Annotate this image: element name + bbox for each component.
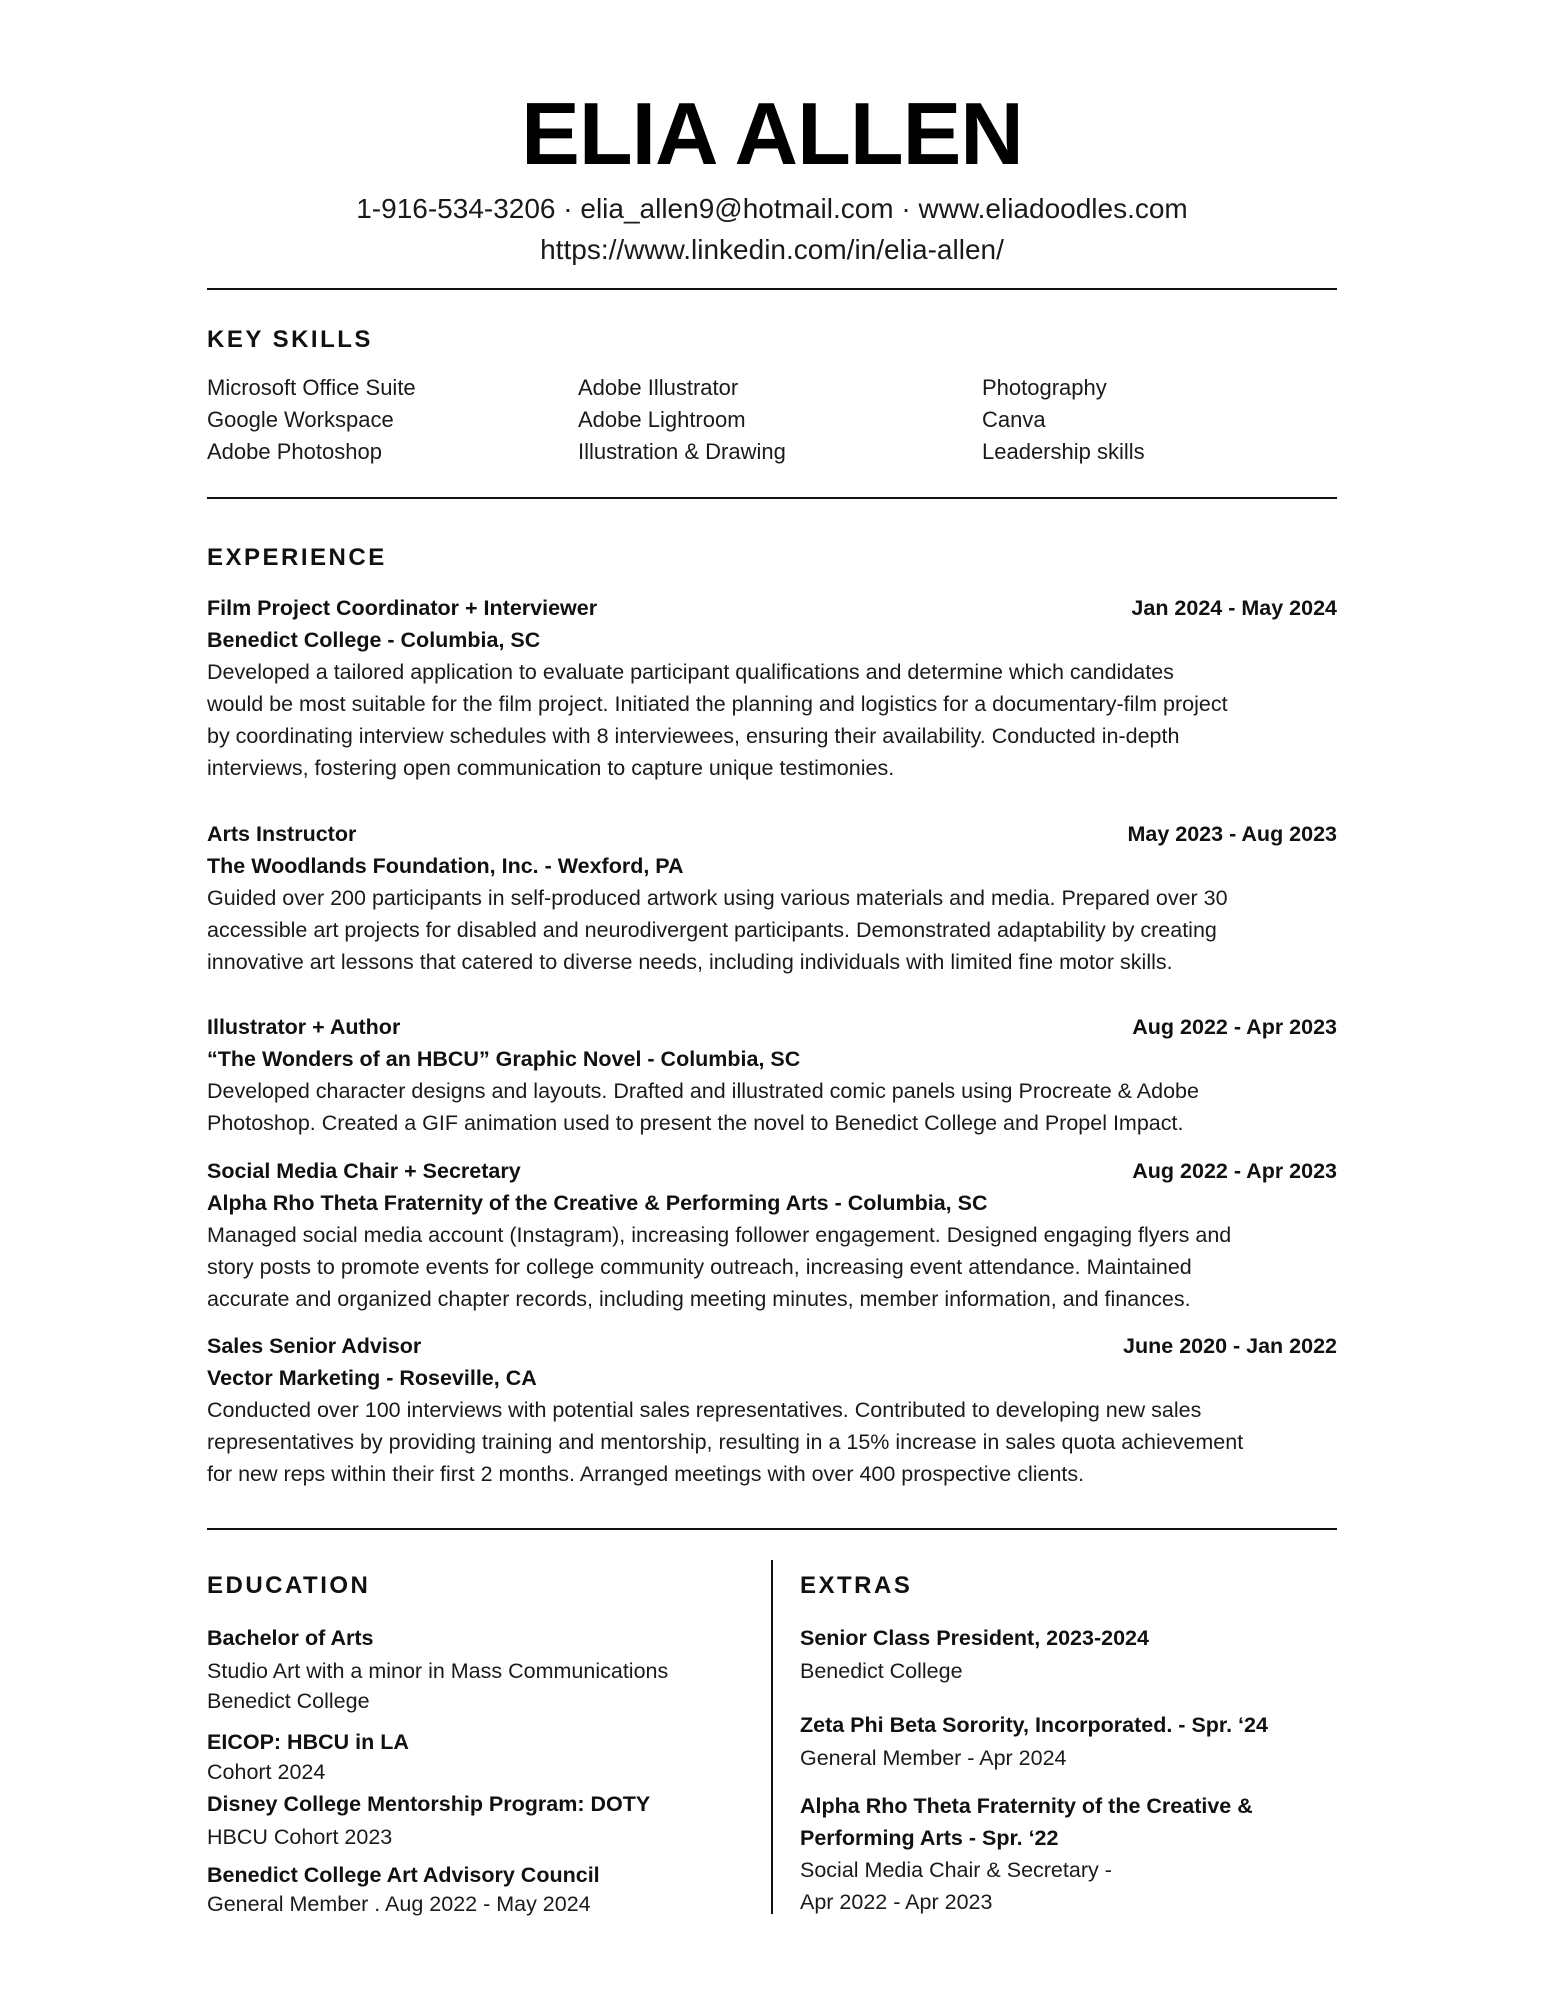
entry-line: General Member - Apr 2024 [800, 1746, 1067, 1770]
job-organization: “The Wonders of an HBCU” Graphic Novel - Columbia, SC [207, 1047, 801, 1071]
job-organization: Alpha Rho Theta Fraternity of the Creative & Performing Arts - Columbia, SC [207, 1191, 988, 1215]
description-line: accessible art projects for disabled and neurodivergent participants. Demonstrated adaptability by creating [207, 918, 1217, 942]
linkedin-url: https://www.linkedin.com/in/elia-allen/ [540, 234, 1004, 265]
extras-entry [800, 1622, 1149, 1688]
entry-line: General Member . Aug 2022 - May 2024 [207, 1892, 591, 1916]
job-organization: Benedict College - Columbia, SC [207, 628, 541, 652]
job-entry [207, 1011, 1337, 1139]
extras-entry [800, 1709, 1268, 1775]
entry-heading: Benedict College Art Advisory Council [207, 1863, 600, 1887]
education-entry [207, 1788, 650, 1854]
job-dates: Aug 2022 - Apr 2023 [1132, 1015, 1337, 1039]
column-divider [771, 1560, 773, 1914]
skill-item: Adobe Photoshop [207, 439, 382, 464]
skill-item: Adobe Illustrator [578, 375, 739, 400]
entry-heading: EICOP: HBCU in LA [207, 1730, 409, 1754]
divider-line [207, 288, 1337, 290]
description-line: by coordinating interview schedules with 8 interviewees, ensuring their availability. Conducted in-depth [207, 724, 1180, 748]
entry-heading: Bachelor of Arts [207, 1626, 374, 1650]
job-dates: May 2023 - Aug 2023 [1127, 822, 1337, 846]
resume-name: ELIA ALLEN [521, 84, 1023, 183]
skill-item: Adobe Lightroom [578, 407, 746, 432]
skill-item: Canva [982, 407, 1046, 432]
job-dates: Jan 2024 - May 2024 [1131, 596, 1337, 620]
education-entry [207, 1860, 600, 1918]
description-line: would be most suitable for the film project. Initiated the planning and logistics for a documentary-film project [207, 692, 1228, 716]
description-line: Developed character designs and layouts. Drafted and illustrated comic panels using Procreate & Adobe [207, 1079, 1199, 1103]
skill-item: Microsoft Office Suite [207, 375, 416, 400]
description-line: Photoshop. Created a GIF animation used to present the novel to Benedict College and Propel Impact. [207, 1111, 1184, 1135]
job-entry [207, 1155, 1337, 1315]
description-line: accurate and organized chapter records, including meeting minutes, member information, and finances. [207, 1287, 1191, 1311]
job-entry [207, 818, 1337, 978]
description-line: interviews, fostering open communication to capture unique testimonies. [207, 756, 895, 780]
contact-info: 1-916-534-3206 · elia_allen9@hotmail.com · www.eliadoodles.com [356, 193, 1188, 224]
education-section-title: EDUCATION [207, 1572, 371, 1599]
job-entry [207, 1330, 1337, 1490]
job-description [207, 656, 1337, 784]
divider-line [207, 1528, 1337, 1530]
job-organization: Vector Marketing - Roseville, CA [207, 1366, 537, 1390]
entry-line: Apr 2022 - Apr 2023 [800, 1890, 993, 1914]
extras-entry [800, 1790, 1253, 1918]
education-entry [207, 1726, 409, 1786]
entry-line: Studio Art with a minor in Mass Communications [207, 1659, 669, 1683]
job-title: Social Media Chair + Secretary [207, 1159, 521, 1183]
description-line: innovative art lessons that catered to diverse needs, including individuals with limited fine motor skills. [207, 950, 1173, 974]
description-line: Managed social media account (Instagram), increasing follower engagement. Designed engaging flyers and [207, 1223, 1232, 1247]
entry-line: Benedict College [800, 1659, 963, 1683]
job-dates: June 2020 - Jan 2022 [1123, 1334, 1337, 1358]
description-line: Developed a tailored application to evaluate participant qualifications and determine which candidates [207, 660, 1174, 684]
skill-item: Leadership skills [982, 439, 1145, 464]
entry-line: HBCU Cohort 2023 [207, 1825, 393, 1849]
job-title: Film Project Coordinator + Interviewer [207, 596, 598, 620]
job-title: Arts Instructor [207, 822, 357, 846]
entry-line: Cohort 2024 [207, 1760, 326, 1784]
description-line: representatives by providing training and mentorship, resulting in a 15% increase in sales quota achievement [207, 1430, 1244, 1454]
job-entry [207, 592, 1337, 784]
entry-heading: Senior Class President, 2023-2024 [800, 1626, 1149, 1650]
description-line: story posts to promote events for college community outreach, increasing event attendance. Maintained [207, 1255, 1192, 1279]
entry-heading: Zeta Phi Beta Sorority, Incorporated. - Spr. ‘24 [800, 1713, 1268, 1737]
job-title: Sales Senior Advisor [207, 1334, 422, 1358]
description-line: for new reps within their first 2 months. Arranged meetings with over 400 prospective clients. [207, 1462, 1085, 1486]
entry-line: Social Media Chair & Secretary - [800, 1858, 1112, 1882]
job-organization: The Woodlands Foundation, Inc. - Wexford, PA [207, 854, 684, 878]
education-entry [207, 1622, 668, 1714]
job-description [207, 882, 1337, 978]
entry-line: Benedict College [207, 1689, 370, 1713]
job-title: Illustrator + Author [207, 1015, 401, 1039]
divider-line [207, 497, 1337, 499]
job-description [207, 1219, 1337, 1315]
description-line: Conducted over 100 interviews with potential sales representatives. Contributed to developing new sales [207, 1398, 1202, 1422]
job-description [207, 1394, 1337, 1490]
experience-section-title: EXPERIENCE [207, 544, 387, 571]
skill-item: Illustration & Drawing [578, 439, 786, 464]
skill-item: Photography [982, 375, 1107, 400]
skills-column-3 [982, 372, 1145, 468]
entry-heading: Alpha Rho Theta Fraternity of the Creative & [800, 1794, 1253, 1818]
job-description [207, 1075, 1337, 1139]
skills-column-2 [578, 372, 786, 468]
description-line: Guided over 200 participants in self-produced artwork using various materials and media. Prepared over 30 [207, 886, 1228, 910]
extras-section-title: EXTRAS [800, 1572, 913, 1599]
skills-section-title: KEY SKILLS [207, 326, 373, 353]
entry-heading: Performing Arts - Spr. ‘22 [800, 1826, 1059, 1850]
skill-item: Google Workspace [207, 407, 394, 432]
skills-column-1 [207, 372, 416, 468]
entry-heading: Disney College Mentorship Program: DOTY [207, 1792, 651, 1816]
job-dates: Aug 2022 - Apr 2023 [1132, 1159, 1337, 1183]
